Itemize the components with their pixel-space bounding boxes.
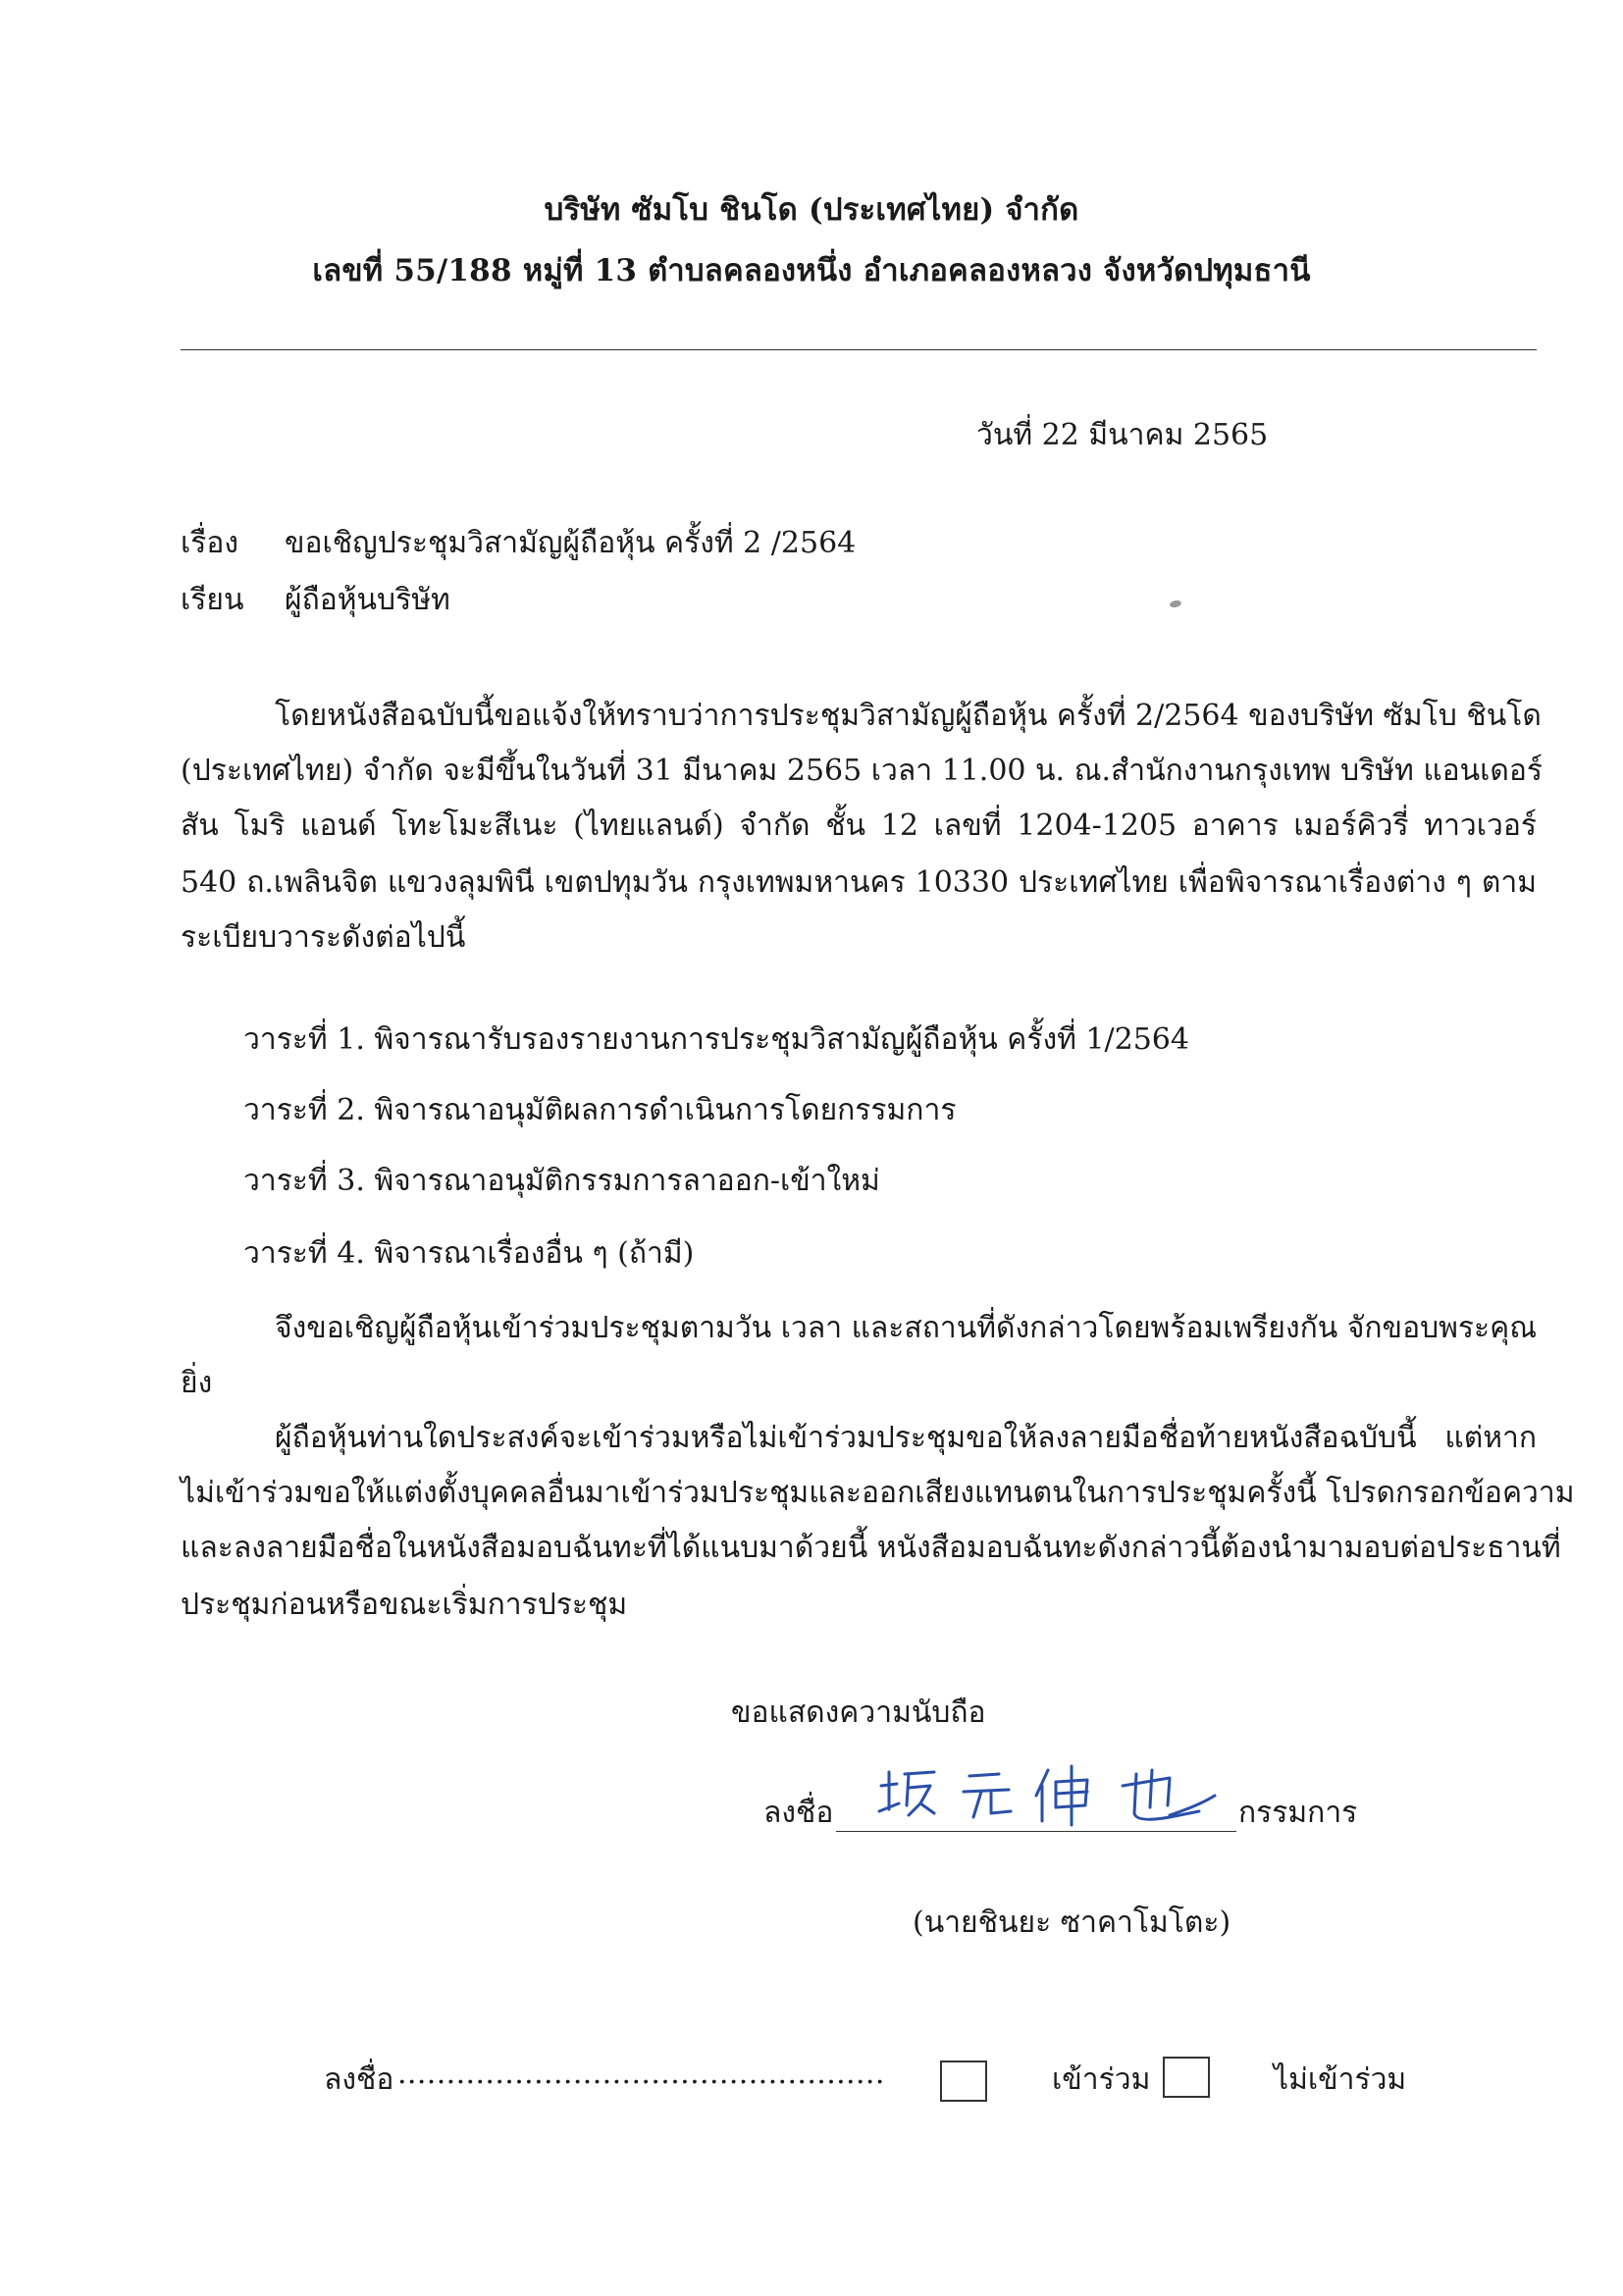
not-attend-label: ไม่เข้าร่วม: [1274, 2062, 1407, 2097]
response-signature-field[interactable]: ..................................................: [397, 2057, 885, 2091]
intro-line: 540 ถ.เพลินจิต แขวงลุมพินี เขตปทุมวัน กรุงเทพมหานคร 10330 ประเทศไทย เพื่อพิจารณาเรื่องต่าง ๆ ตาม: [181, 865, 1537, 900]
subject-label: เรื่อง: [181, 526, 239, 560]
intro-line: (ประเทศไทย) จำกัด จะมีขึ้นในวันที่ 31 มีนาคม 2565 เวลา 11.00 น. ณ.สำนักงานกรุงเทพ บริษัท แอนเดอร์: [181, 754, 1544, 788]
proxy-line: และลงลายมือชื่อในหนังสือมอบฉันทะที่ได้แนบมาด้วยนี้ หนังสือมอบฉันทะดังกล่าวนี้ต้องนำมามอบต่อประธานที่: [181, 1531, 1561, 1565]
recipient-label: เรียน: [181, 583, 244, 617]
intro-line: ระเบียบวาระดังต่อไปนี้: [181, 920, 466, 955]
invite-line: จึงขอเชิญผู้ถือหุ้นเข้าร่วมประชุมตามวัน เวลา และสถานที่ดังกล่าวโดยพร้อมเพรียงกัน จักขอบพระคุณ: [275, 1311, 1538, 1345]
company-address: เลขที่ 55/188 หมู่ที่ 13 ตำบลคลองหนึ่ง อำเภอคลองหลวง จังหวัดปทุมธานี: [312, 253, 1311, 288]
attend-checkbox[interactable]: [940, 2061, 987, 2102]
company-name: บริษัท ซัมโบ ชินโด (ประเทศไทย) จำกัด: [544, 192, 1079, 228]
agenda-item: วาระที่ 4. พิจารณาเรื่องอื่น ๆ (ถ้ามี): [243, 1236, 695, 1271]
not-attend-checkbox[interactable]: [1163, 2057, 1210, 2098]
signer-title: กรรมการ: [1238, 1796, 1358, 1830]
header-divider: [181, 349, 1537, 350]
attend-label: เข้าร่วม: [1052, 2062, 1151, 2097]
agenda-item: วาระที่ 1. พิจารณารับรองรายงานการประชุมวิสามัญผู้ถือหุ้น ครั้งที่ 1/2564: [243, 1022, 1189, 1057]
signature-label: ลงชื่อ: [763, 1796, 834, 1830]
closing-salutation: ขอแสดงความนับถือ: [731, 1696, 986, 1730]
invite-line: ยิ่ง: [181, 1366, 213, 1400]
letter-date: วันที่ 22 มีนาคม 2565: [976, 418, 1269, 452]
scan-speck: [1169, 600, 1181, 608]
proxy-line: ไม่เข้าร่วมขอให้แต่งตั้งบุคคลอื่นมาเข้าร่วมประชุมและออกเสียงแทนตนในการประชุมครั้งนี้ โปรดกรอกข้อความ: [181, 1476, 1575, 1510]
intro-line: โดยหนังสือฉบับนี้ขอแจ้งให้ทราบว่าการประชุมวิสามัญผู้ถือหุ้น ครั้งที่ 2/2564 ของบริษัท ซัมโบ ชินโด: [275, 699, 1542, 733]
agenda-item: วาระที่ 3. พิจารณาอนุมัติกรรมการลาออก-เข้าใหม่: [243, 1164, 880, 1198]
signer-name: (นายชินยะ ซาคาโมโตะ): [913, 1905, 1231, 1940]
handwritten-signature: [875, 1756, 1229, 1835]
subject-text: ขอเชิญประชุมวิสามัญผู้ถือหุ้น ครั้งที่ 2 /2564: [285, 526, 857, 560]
proxy-line: ประชุมก่อนหรือขณะเริ่มการประชุม: [181, 1588, 628, 1622]
agenda-item: วาระที่ 2. พิจารณาอนุมัติผลการดำเนินการโดยกรรมการ: [243, 1093, 957, 1127]
response-signature-label: ลงชื่อ: [324, 2062, 394, 2097]
proxy-line: ผู้ถือหุ้นท่านใดประสงค์จะเข้าร่วมหรือไม่เข้าร่วมประชุมขอให้ลงลายมือชื่อท้ายหนังสือฉบับนี้ แต่หาก: [275, 1421, 1537, 1455]
intro-line: สัน โมริ แอนด์ โทะโมะสึเนะ (ไทยแลนด์) จำกัด ชั้น 12 เลขที่ 1204-1205 อาคาร เมอร์คิวรี่ ทาวเวอร์: [181, 809, 1537, 843]
recipient-text: ผู้ถือหุ้นบริษัท: [285, 583, 450, 617]
